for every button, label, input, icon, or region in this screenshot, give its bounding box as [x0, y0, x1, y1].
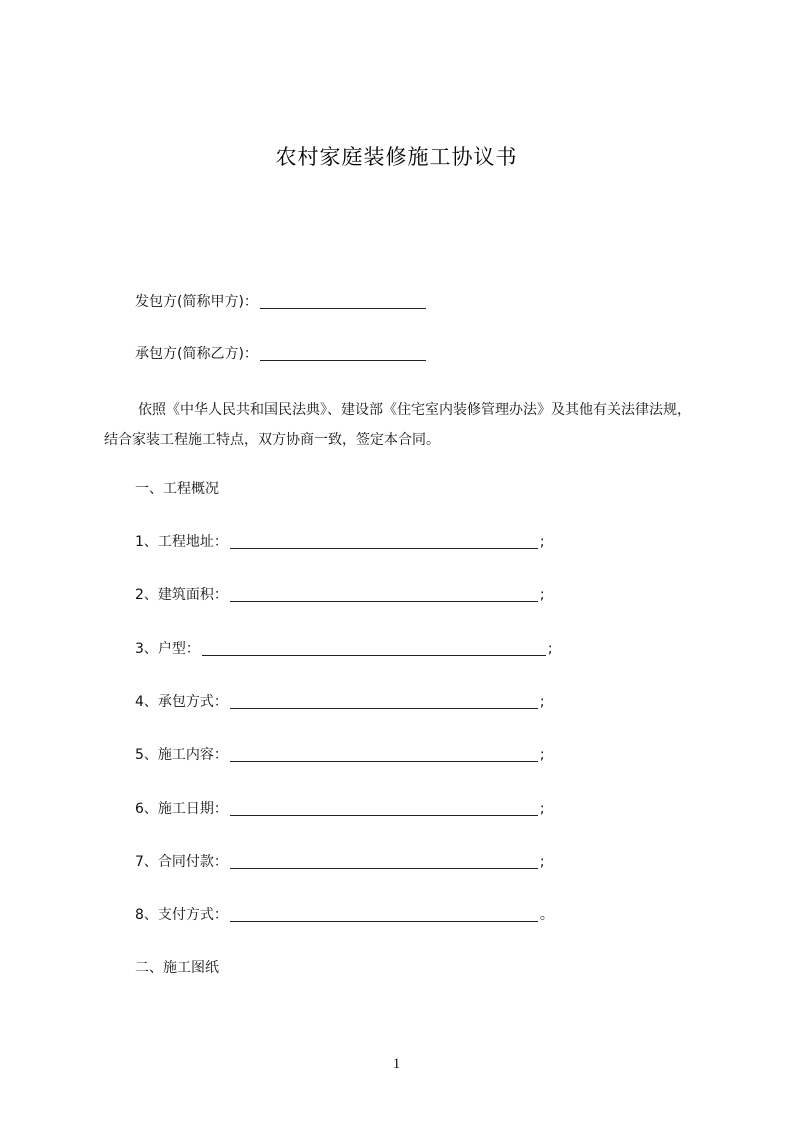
item-contract-method	[135, 692, 545, 712]
party-a-blank	[260, 293, 426, 309]
item-construction-date	[135, 799, 545, 819]
item-end: ;	[539, 854, 545, 870]
party-b-line	[135, 344, 428, 364]
item-end: ;	[539, 747, 545, 763]
item-building-area	[135, 585, 545, 605]
section-heading-drawings: 二、施工图纸	[135, 960, 219, 976]
item-label: 8、支付方式：	[135, 907, 228, 923]
item-label: 4、承包方式：	[135, 694, 228, 710]
party-b-label: 承包方(简称乙方)：	[135, 346, 258, 362]
item-construction-content	[135, 745, 545, 765]
item-label: 3、户型：	[135, 641, 200, 657]
item-end: ;	[539, 534, 545, 550]
party-b-blank	[260, 345, 426, 361]
item-end: ;	[539, 587, 545, 603]
item-payment-method	[135, 905, 554, 925]
preamble-paragraph: 依照《中华人民共和国民法典》、建设部《住宅室内装修管理办法》及其他有关法律法规，结合家装工程施工特点，双方协商一致，签定本合同。	[104, 402, 691, 448]
item-end: ;	[547, 641, 553, 657]
item-label: 6、施工日期：	[135, 801, 228, 817]
item-end: ;	[539, 694, 545, 710]
page-number: 1	[392, 1056, 401, 1072]
item-label: 5、施工内容：	[135, 747, 228, 763]
item-house-type	[135, 639, 553, 659]
party-a-label: 发包方(简称甲方)：	[135, 294, 258, 310]
item-blank	[230, 906, 538, 922]
item-blank	[230, 586, 538, 602]
item-project-address	[135, 532, 545, 552]
section-heading-overview: 一、工程概况	[135, 481, 219, 497]
item-label: 7、合同付款：	[135, 854, 228, 870]
item-blank	[230, 800, 538, 816]
item-blank	[230, 746, 538, 762]
item-blank	[230, 533, 538, 549]
item-blank	[202, 640, 546, 656]
item-blank	[230, 853, 538, 869]
item-label: 2、建筑面积：	[135, 587, 228, 603]
item-end: ;	[539, 801, 545, 817]
document-title: 农村家庭装修施工协议书	[275, 145, 518, 169]
item-end: 。	[539, 907, 554, 923]
item-label: 1、工程地址：	[135, 534, 228, 550]
party-a-line	[135, 292, 428, 312]
item-contract-payment	[135, 852, 545, 872]
item-blank	[230, 693, 538, 709]
